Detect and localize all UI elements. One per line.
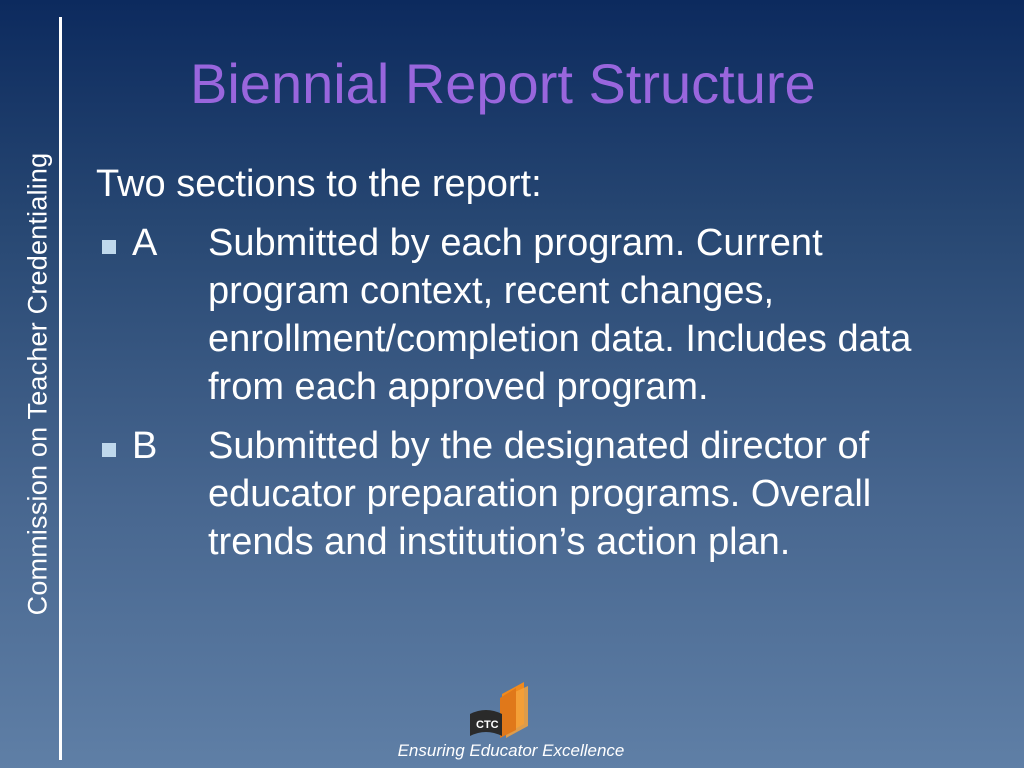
bullet-item-b — [96, 422, 953, 566]
bullet-text: Submitted by each program. Current program context, recent changes, enrollment/completion data. Includes data from each approved program. — [208, 222, 912, 408]
square-bullet-icon — [102, 443, 116, 457]
logo-text: CTC — [476, 719, 499, 731]
bullet-item-a — [96, 219, 953, 411]
sidebar-label: Commission on Teacher Credentialing — [22, 152, 53, 616]
bullet-text: Submitted by the designated director of educator preparation programs. Overall trends and institution’s action plan. — [208, 425, 872, 563]
bullet-letter: A — [132, 222, 158, 264]
slide-title: Biennial Report Structure — [190, 52, 816, 115]
intro-text: Two sections to the report: — [96, 163, 542, 205]
vertical-divider — [59, 17, 62, 760]
square-bullet-icon — [102, 240, 116, 254]
ctc-logo — [466, 680, 536, 742]
bullet-list — [96, 219, 953, 577]
tagline: Ensuring Educator Excellence — [397, 741, 625, 760]
bullet-letter: B — [132, 425, 158, 467]
